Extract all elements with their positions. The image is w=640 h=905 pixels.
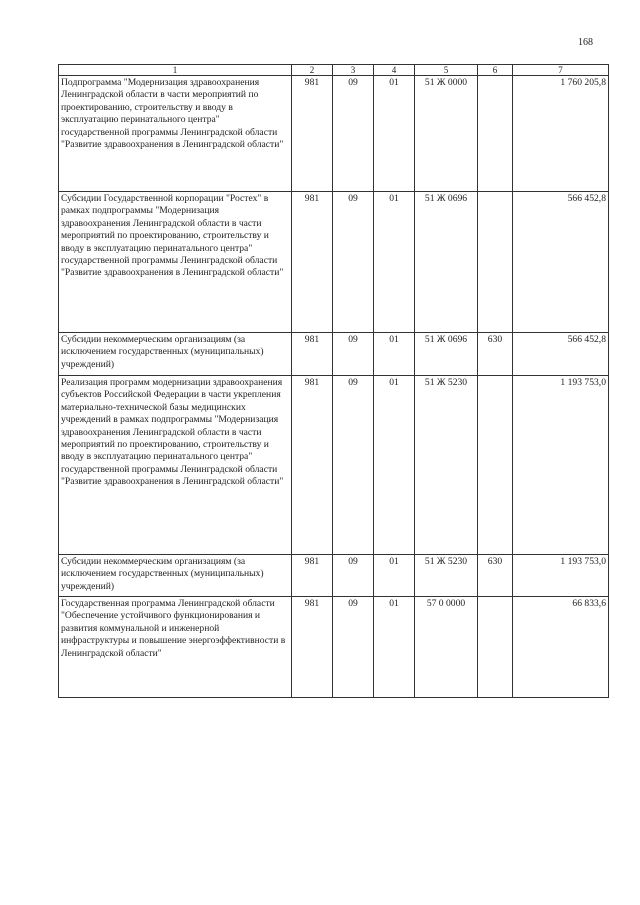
column-header: 3 [333, 65, 374, 76]
table-row [59, 555, 609, 597]
cell-expense-type [478, 376, 513, 555]
cell-expense-type [478, 76, 513, 192]
cell-section: 09 [333, 333, 374, 376]
cell-section: 09 [333, 555, 374, 597]
column-header: 2 [292, 65, 333, 76]
cell-subsection: 01 [374, 333, 415, 376]
column-header: 6 [478, 65, 513, 76]
budget-table [58, 64, 609, 698]
page-number: 168 [578, 37, 593, 48]
cell-section: 09 [333, 597, 374, 698]
cell-target-article: 57 0 0000 [415, 597, 478, 698]
cell-subsection: 01 [374, 597, 415, 698]
cell-amount: 566 452,8 [513, 333, 609, 376]
row-name: Субсидии некоммерческим организациям (за исключением государственных (муниципальных) учреждений) [59, 333, 292, 376]
column-header-row [59, 65, 609, 76]
cell-expense-type: 630 [478, 555, 513, 597]
cell-target-article: 51 Ж 0000 [415, 76, 478, 192]
cell-subsection: 01 [374, 76, 415, 192]
cell-amount: 1 193 753,0 [513, 555, 609, 597]
cell-expense-type [478, 192, 513, 333]
cell-section: 09 [333, 76, 374, 192]
cell-admin-code: 981 [292, 555, 333, 597]
column-header: 1 [59, 65, 292, 76]
cell-expense-type [478, 597, 513, 698]
cell-admin-code: 981 [292, 76, 333, 192]
cell-subsection: 01 [374, 192, 415, 333]
cell-amount: 1 760 205,8 [513, 76, 609, 192]
cell-admin-code: 981 [292, 376, 333, 555]
row-name: Государственная программа Ленинградской области "Обеспечение устойчивого функционирования и развития коммунальной и инженерной инфраструктуры и повышение энергоэффективности в Ленинградской области" [59, 597, 292, 698]
cell-target-article: 51 Ж 0696 [415, 333, 478, 376]
table-row [59, 376, 609, 555]
table-row [59, 76, 609, 192]
cell-subsection: 01 [374, 376, 415, 555]
cell-section: 09 [333, 192, 374, 333]
cell-target-article: 51 Ж 5230 [415, 555, 478, 597]
table-row [59, 597, 609, 698]
cell-admin-code: 981 [292, 192, 333, 333]
column-header: 5 [415, 65, 478, 76]
cell-admin-code: 981 [292, 333, 333, 376]
column-header: 7 [513, 65, 609, 76]
row-name: Субсидии некоммерческим организациям (за исключением государственных (муниципальных) учреждений) [59, 555, 292, 597]
table-row [59, 333, 609, 376]
column-header: 4 [374, 65, 415, 76]
cell-admin-code: 981 [292, 597, 333, 698]
cell-section: 09 [333, 376, 374, 555]
table-row [59, 192, 609, 333]
cell-target-article: 51 Ж 5230 [415, 376, 478, 555]
cell-expense-type: 630 [478, 333, 513, 376]
cell-amount: 66 833,6 [513, 597, 609, 698]
row-name: Подпрограмма "Модернизация здравоохранения Ленинградской области в части мероприятий по проектированию, строительству и вводу в эксплуатацию перинатального центра" государственной программы Ленинградской области "Развитие здравоохранения в Ленинградской области" [59, 76, 292, 192]
row-name: Реализация программ модернизации здравоохранения субъектов Российской Федерации в части укрепления материально-технической базы медицинских учреждений в рамках подпрограммы "Модернизация здравоохранения Ленинградской области в части мероприятий по проектированию, строительству и вводу в эксплуатацию перинатального центра" государственной программы Ленинградской области "Развитие здравоохранения в Ленинградской области" [59, 376, 292, 555]
cell-amount: 566 452,8 [513, 192, 609, 333]
cell-target-article: 51 Ж 0696 [415, 192, 478, 333]
cell-subsection: 01 [374, 555, 415, 597]
row-name: Субсидии Государственной корпорации "Ростех" в рамках подпрограммы "Модернизация здравоохранения Ленинградской области в части мероприятий по проектированию, строительству и вводу в эксплуатацию перинатального центра" государственной программы Ленинградской области "Развитие здравоохранения в Ленинградской области" [59, 192, 292, 333]
cell-amount: 1 193 753,0 [513, 376, 609, 555]
